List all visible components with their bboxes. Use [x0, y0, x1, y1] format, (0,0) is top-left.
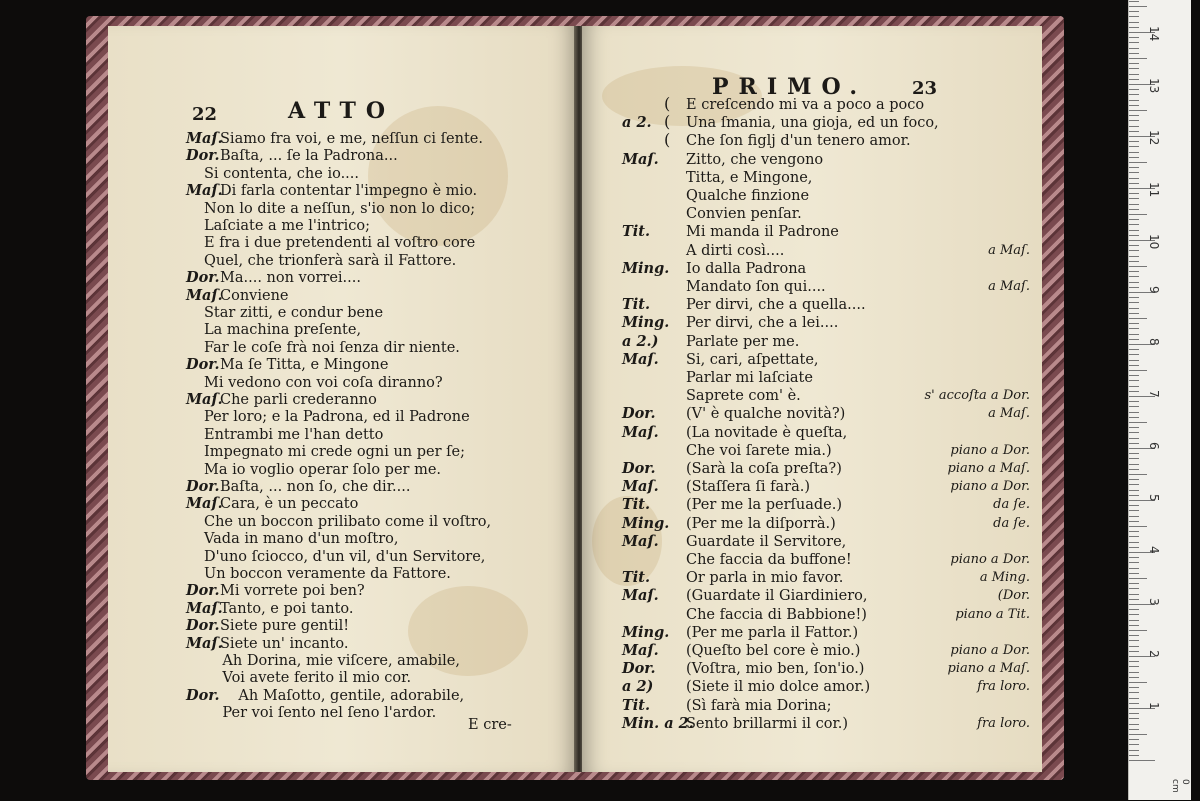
ruler-tick: [1129, 687, 1139, 688]
text-line: Baſta, ... non ſo, che dir....: [220, 479, 411, 495]
text-line: Tanto, e poi tanto.: [220, 600, 354, 617]
ruler-tick: [1129, 391, 1139, 392]
ruler-tick: [1129, 235, 1139, 236]
ruler-tick: [1129, 27, 1139, 28]
ruler-tick: [1129, 750, 1139, 751]
ruler-tick: [1129, 646, 1139, 647]
stage-direction: s' accoſta a Dor.: [924, 388, 1030, 404]
text-line: Ma io voglio operar ſolo per me.: [204, 461, 442, 478]
ruler-tick: [1129, 6, 1147, 7]
ruler-tick: [1129, 380, 1139, 381]
ruler-tick: [1129, 178, 1139, 179]
page-header: PRIMO.: [712, 74, 868, 100]
speaker-label: a 2.: [622, 114, 652, 132]
text-line: Mandato ſon qui....: [686, 279, 826, 295]
ruler-number: 7: [1147, 390, 1161, 398]
stage-direction: piano a Dor.: [950, 479, 1030, 495]
ruler-tick: [1129, 193, 1139, 194]
stage-direction: a Maſ.: [988, 279, 1030, 294]
ruler-tick: [1129, 729, 1139, 730]
text-line: Baſta, ... ſe la Padrona...: [220, 148, 398, 165]
page-header: ATTO: [288, 98, 395, 124]
text-line: Che parli crederanno: [220, 392, 377, 408]
text-line: Ma ſe Titta, e Mingone: [220, 357, 389, 374]
speaker-label: Maſ.: [622, 423, 659, 441]
ruler-tick: [1129, 557, 1139, 558]
ruler-tick: [1129, 614, 1139, 615]
ruler-tick: [1129, 230, 1139, 231]
ruler-tick: [1129, 183, 1139, 184]
text-line: Per dirvi, che a lei....: [686, 315, 839, 332]
ruler-tick: [1129, 256, 1139, 257]
ruler-tick: [1129, 105, 1139, 106]
ruler-tick: [1129, 755, 1139, 756]
ruler-tick: [1129, 734, 1147, 735]
speaker-label: Dor.: [186, 147, 220, 165]
ruler-tick: [1129, 79, 1139, 80]
text-line: (Siete il mio dolce amor.): [686, 679, 871, 696]
ruler-tick: [1129, 542, 1139, 543]
stage-direction: fra loro.: [977, 715, 1030, 731]
stage-direction: da ſe.: [993, 515, 1030, 531]
ruler-tick: [1129, 651, 1139, 652]
left-page: [108, 26, 576, 772]
ruler-tick: [1129, 516, 1139, 517]
speaker-label: Dor.: [186, 617, 220, 635]
speaker-label: Maſ.: [622, 532, 659, 550]
ruler-tick: [1129, 620, 1139, 621]
speaker-label: Maſ.: [186, 182, 223, 200]
text-line: (V' è qualche novità?): [686, 406, 846, 423]
ruler-number: 3: [1147, 598, 1161, 606]
text-line: Entrambi me l'han detto: [204, 426, 384, 443]
text-line: Or parla in mio favor.: [686, 570, 844, 587]
text-line: Saprete com' è.: [686, 388, 801, 405]
ruler-tick: [1129, 224, 1139, 225]
ruler-tick: [1129, 209, 1139, 210]
ruler-tick: [1129, 724, 1139, 725]
ruler-tick: [1129, 323, 1139, 324]
ruler-tick: [1129, 484, 1139, 485]
speaker-label: Dor.: [186, 686, 220, 704]
ruler-tick: [1129, 110, 1147, 111]
ruler-tick: [1129, 677, 1139, 678]
ruler-tick: [1129, 568, 1139, 569]
text-line: A dirti così....: [686, 242, 785, 259]
text-line: Si, cari, aſpettate,: [686, 351, 819, 368]
speaker-label: Dor.: [186, 356, 220, 374]
stage-direction: fra loro.: [977, 679, 1030, 695]
text-line: Quel, che trionferà sarà il Fattore.: [204, 252, 457, 269]
speaker-label: Tit.: [622, 696, 651, 714]
text-line: Siamo fra voi, e me, neſſun ci ſente.: [220, 131, 483, 147]
ruler-tick: [1129, 100, 1139, 101]
text-line: Mi manda il Padrone: [686, 224, 839, 241]
text-line: Che faccia da buffone!: [686, 552, 852, 568]
ruler-tick: [1129, 37, 1139, 38]
text-line: Di farla contentar l'impegno è mio.: [220, 183, 478, 200]
ruler-number: 4: [1147, 546, 1161, 554]
ruler-tick: [1129, 536, 1139, 537]
speaker-label: Ming.: [622, 514, 670, 532]
ruler-tick: [1129, 443, 1139, 444]
text-line: Per voi ſento nel ſeno l'ardor.: [204, 705, 437, 722]
ruler-tick: [1129, 250, 1139, 251]
ruler-tick: [1129, 625, 1139, 626]
speaker-label: Tit.: [622, 569, 651, 587]
speaker-label: a 2): [622, 678, 654, 696]
ruler-tick: [1129, 682, 1147, 683]
brace-mark: (: [664, 112, 671, 132]
text-line: Per dirvi, che a quella....: [686, 297, 866, 314]
text-line: Vada in mano d'un moſtro,: [204, 531, 399, 548]
stage-direction: piano a Dor.: [950, 643, 1030, 658]
ruler-tick: [1129, 261, 1139, 262]
measuring-ruler: [1128, 0, 1191, 800]
ruler-number: 12: [1147, 130, 1161, 146]
ruler-tick: [1129, 505, 1139, 506]
ruler-tick: [1129, 63, 1139, 64]
ruler-tick: [1129, 48, 1139, 49]
ruler-tick: [1129, 131, 1139, 132]
ruler-tick: [1129, 94, 1139, 95]
text-line: Che ſon figlj d'un tenero amor.: [686, 133, 911, 150]
text-line: Che voi ſarete mia.): [686, 442, 832, 459]
speaker-label: Maſ.: [622, 478, 659, 496]
text-line: Siete un' incanto.: [220, 635, 349, 652]
stage-direction: a Maſ.: [988, 242, 1030, 258]
ruler-tick: [1129, 438, 1139, 439]
ruler-tick: [1129, 339, 1139, 340]
text-line: Ah Dorina, mie viſcere, amabile,: [204, 653, 460, 669]
speaker-label: Maſ.: [622, 350, 659, 368]
ruler-tick: [1129, 360, 1139, 361]
ruler-tick: [1129, 162, 1147, 163]
text-line: Si contenta, che io....: [204, 165, 360, 182]
text-line: (La novitade è queſta,: [686, 424, 848, 441]
text-line: Star zitti, e condur bene: [204, 305, 384, 321]
text-line: Convien penſar.: [686, 206, 802, 223]
ruler-tick: [1129, 198, 1139, 199]
ruler-tick: [1129, 245, 1139, 246]
ruler-number: 1: [1147, 702, 1161, 710]
text-line: Voi avete ferito il mio cor.: [204, 670, 412, 687]
ruler-number: 8: [1147, 338, 1161, 346]
text-line: (Per me la diſporrà.): [686, 515, 836, 532]
text-line: Titta, e Mingone,: [686, 169, 813, 186]
ruler-tick: [1129, 583, 1139, 584]
ruler-tick: [1129, 282, 1139, 283]
ruler-tick: [1129, 588, 1139, 589]
stage-direction: a Maſ.: [988, 406, 1030, 422]
text-line: (Guardate il Giardiniero,: [686, 588, 868, 605]
text-line: Parlate per me.: [686, 333, 800, 350]
speaker-label: Tit.: [622, 296, 651, 314]
ruler-tick: [1129, 422, 1147, 423]
ruler-tick: [1129, 531, 1139, 532]
ruler-number: 9: [1147, 286, 1161, 294]
ruler-tick: [1129, 578, 1147, 579]
ruler-tick: [1129, 718, 1139, 719]
ruler-tick: [1129, 458, 1139, 459]
ruler-tick: [1129, 146, 1139, 147]
ruler-tick: [1129, 53, 1139, 54]
ruler-tick: [1129, 692, 1139, 693]
text-line: Far le coſe frà noi ſenza dir niente.: [204, 339, 460, 356]
text-line: Sento brillarmi il cor.): [686, 715, 849, 732]
ruler-tick: [1129, 406, 1139, 407]
ruler-tick: [1129, 308, 1139, 309]
ruler-tick: [1129, 432, 1139, 433]
ruler-tick: [1129, 594, 1139, 595]
text-line: (Staſſera ſi farà.): [686, 479, 811, 496]
ruler-tick: [1129, 640, 1139, 641]
ruler-tick: [1129, 167, 1139, 168]
ruler-tick: [1129, 672, 1139, 673]
ruler-tick: [1129, 744, 1139, 745]
text-line: Che faccia di Babbione!): [686, 606, 867, 623]
stage-direction: piano a Maſ.: [947, 461, 1030, 476]
speaker-label: Dor.: [186, 582, 220, 600]
text-line: Laſciate a me l'intrico;: [204, 218, 370, 234]
ruler-tick: [1129, 1, 1139, 2]
ruler-tick: [1129, 573, 1139, 574]
speaker-label: a 2.): [622, 332, 659, 350]
text-line: (Sarà la coſa preſta?): [686, 461, 842, 477]
text-line: La machina preſente,: [204, 322, 362, 339]
stage-direction: da ſe.: [993, 497, 1030, 513]
ruler-tick: [1129, 157, 1139, 158]
ruler-tick: [1129, 22, 1139, 23]
text-line: (Voſtra, mio ben, ſon'io.): [686, 661, 865, 678]
ruler-tick: [1129, 152, 1139, 153]
ruler-tick: [1129, 365, 1139, 366]
text-line: (Per me parla il Fattor.): [686, 624, 859, 641]
text-line: Parlar mi laſciate: [686, 370, 813, 386]
ruler-tick: [1129, 703, 1139, 704]
speaker-label: Maſ.: [622, 587, 659, 605]
ruler-tick: [1129, 328, 1139, 329]
text-line: Io dalla Padrona: [686, 260, 807, 277]
ruler-tick: [1129, 74, 1139, 75]
ruler-tick: [1129, 739, 1139, 740]
ruler-number: 10: [1147, 234, 1161, 250]
speaker-label: Dor.: [186, 269, 220, 287]
speaker-label: Dor.: [622, 405, 656, 423]
stage-direction: piano a Dor.: [950, 442, 1030, 458]
stage-direction: piano a Dor.: [950, 552, 1030, 567]
stage-direction: piano a Tit.: [955, 606, 1030, 622]
speaker-label: Dor.: [186, 478, 220, 495]
ruler-tick: [1129, 526, 1147, 527]
text-line: (Queſto bel core è mio.): [686, 643, 861, 659]
ruler-tick: [1129, 313, 1139, 314]
ruler-number: 2: [1147, 650, 1161, 658]
text-line: Per loro; e la Padrona, ed il Padrone: [204, 409, 470, 426]
ruler-tick: [1129, 427, 1139, 428]
text-line: Una ſmania, una gioja, ed un foco,: [686, 115, 939, 132]
text-line: (Sì farà mia Dorina;: [686, 697, 832, 714]
ruler-tick: [1129, 713, 1139, 714]
speaker-label: Ming.: [622, 259, 670, 277]
ruler-tick: [1129, 635, 1139, 636]
ruler-unit-label: 0 cm: [1170, 779, 1190, 793]
ruler-tick: [1129, 599, 1139, 600]
ruler-tick: [1129, 11, 1139, 12]
text-line: Mi vorrete poi ben?: [220, 583, 365, 600]
ruler-tick: [1129, 172, 1139, 173]
text-line: Mi vedono con voi coſa diranno?: [204, 374, 443, 391]
ruler-tick: [1129, 464, 1139, 465]
ruler-tick: [1129, 120, 1139, 121]
text-line: Siete pure gentil!: [220, 618, 350, 635]
ruler-tick: [1129, 58, 1147, 59]
ruler-tick: [1129, 16, 1139, 17]
ruler-tick: [1129, 297, 1139, 298]
ruler-tick: [1129, 42, 1139, 43]
ruler-tick: [1129, 334, 1139, 335]
ruler-tick: [1129, 630, 1147, 631]
page-number: 22: [192, 104, 218, 125]
text-line: Che un boccon prilibato come il voſtro,: [204, 513, 492, 530]
ruler-tick: [1129, 375, 1139, 376]
speaker-label: Maſ.: [186, 391, 223, 408]
ruler-tick: [1129, 562, 1139, 563]
ruler-tick: [1129, 609, 1139, 610]
stage-direction: (Dor.: [997, 588, 1030, 604]
ruler-tick: [1129, 698, 1139, 699]
ruler-tick: [1129, 547, 1139, 548]
text-line: Impegnato mi crede ogni un per ſe;: [204, 444, 465, 461]
ruler-number: 13: [1147, 78, 1161, 94]
speaker-label: Dor.: [622, 660, 656, 678]
stage-direction: piano a Maſ.: [947, 661, 1030, 677]
text-line: D'uno ſciocco, d'un vil, d'un Servitore,: [204, 548, 486, 565]
ruler-tick: [1129, 115, 1139, 116]
ruler-number: 6: [1147, 442, 1161, 450]
speaker-label: Ming.: [622, 314, 670, 332]
brace-mark: (: [664, 130, 671, 150]
speaker-label: Maſ.: [622, 150, 659, 168]
ruler-tick: [1129, 302, 1139, 303]
ruler-tick: [1129, 666, 1139, 667]
text-line: Ma.... non vorrei....: [220, 270, 361, 287]
text-line: Conviene: [220, 287, 289, 304]
ruler-tick: [1129, 271, 1139, 272]
ruler-number: 11: [1147, 182, 1161, 198]
speaker-label: Maſ.: [186, 130, 223, 147]
brace-mark: (: [664, 94, 671, 113]
ruler-tick: [1129, 453, 1139, 454]
ruler-tick: [1129, 495, 1139, 496]
text-line: E fra i due pretendenti al voſtro core: [204, 235, 476, 252]
ruler-tick: [1129, 276, 1139, 277]
ruler-tick: [1129, 219, 1139, 220]
ruler-tick: [1129, 479, 1139, 480]
speaker-label: Min. a 2.: [622, 714, 694, 732]
speaker-label: Dor.: [622, 460, 656, 477]
page-number: 23: [912, 78, 938, 99]
ruler-tick: [1129, 204, 1139, 205]
ruler-tick: [1129, 521, 1139, 522]
speaker-label: Ming.: [622, 623, 670, 641]
ruler-tick: [1129, 266, 1147, 267]
ruler-tick: [1129, 287, 1139, 288]
text-line: Un boccon veramente da Fattore.: [204, 566, 451, 582]
ruler-tick: [1129, 490, 1139, 491]
ruler-tick: [1129, 126, 1139, 127]
right-page: [582, 26, 1042, 772]
ruler-tick: [1129, 469, 1139, 470]
text-line: Non lo dite a neſſun, s'io non lo dico;: [204, 200, 476, 217]
speaker-label: Maſ.: [186, 495, 223, 513]
ruler-tick: [1129, 510, 1139, 511]
ruler-tick: [1129, 474, 1147, 475]
ruler-tick: [1129, 89, 1139, 90]
stage-direction: a Ming.: [979, 570, 1030, 586]
ruler-tick: [1129, 68, 1139, 69]
ruler-tick: [1129, 141, 1139, 142]
speaker-label: Maſ.: [186, 599, 223, 617]
text-line: Cara, è un peccato: [220, 496, 359, 513]
ruler-tick: [1129, 412, 1139, 413]
speaker-label: Tit.: [622, 496, 651, 514]
ruler-tick: [1129, 318, 1147, 319]
speaker-label: Maſ.: [622, 642, 659, 659]
speaker-label: Tit.: [622, 223, 651, 241]
text-line: (Per me la perſuade.): [686, 497, 842, 514]
ruler-tick: [1129, 349, 1139, 350]
ruler-tick: [1129, 214, 1147, 215]
text-line: E creſcendo mi va a poco a poco: [686, 97, 925, 113]
text-line: Zitto, che vengono: [686, 151, 824, 168]
speaker-label: Maſ.: [186, 286, 223, 304]
speaker-label: Maſ.: [186, 634, 223, 652]
text-line: Guardate il Servitore,: [686, 533, 847, 550]
ruler-tick: [1129, 417, 1139, 418]
ruler-number: 14: [1147, 26, 1161, 42]
text-line: Qualche finzione: [686, 188, 810, 204]
catchword: E cre-: [468, 717, 512, 733]
paper-stain: [368, 106, 508, 246]
ruler-tick: [1129, 661, 1139, 662]
ruler-tick: [1129, 760, 1155, 761]
ruler-tick: [1129, 354, 1139, 355]
text-line: Ah Maſotto, gentile, adorabile,: [220, 687, 465, 704]
ruler-tick: [1129, 386, 1139, 387]
ruler-number: 5: [1147, 494, 1161, 502]
ruler-tick: [1129, 401, 1139, 402]
ruler-tick: [1129, 370, 1147, 371]
